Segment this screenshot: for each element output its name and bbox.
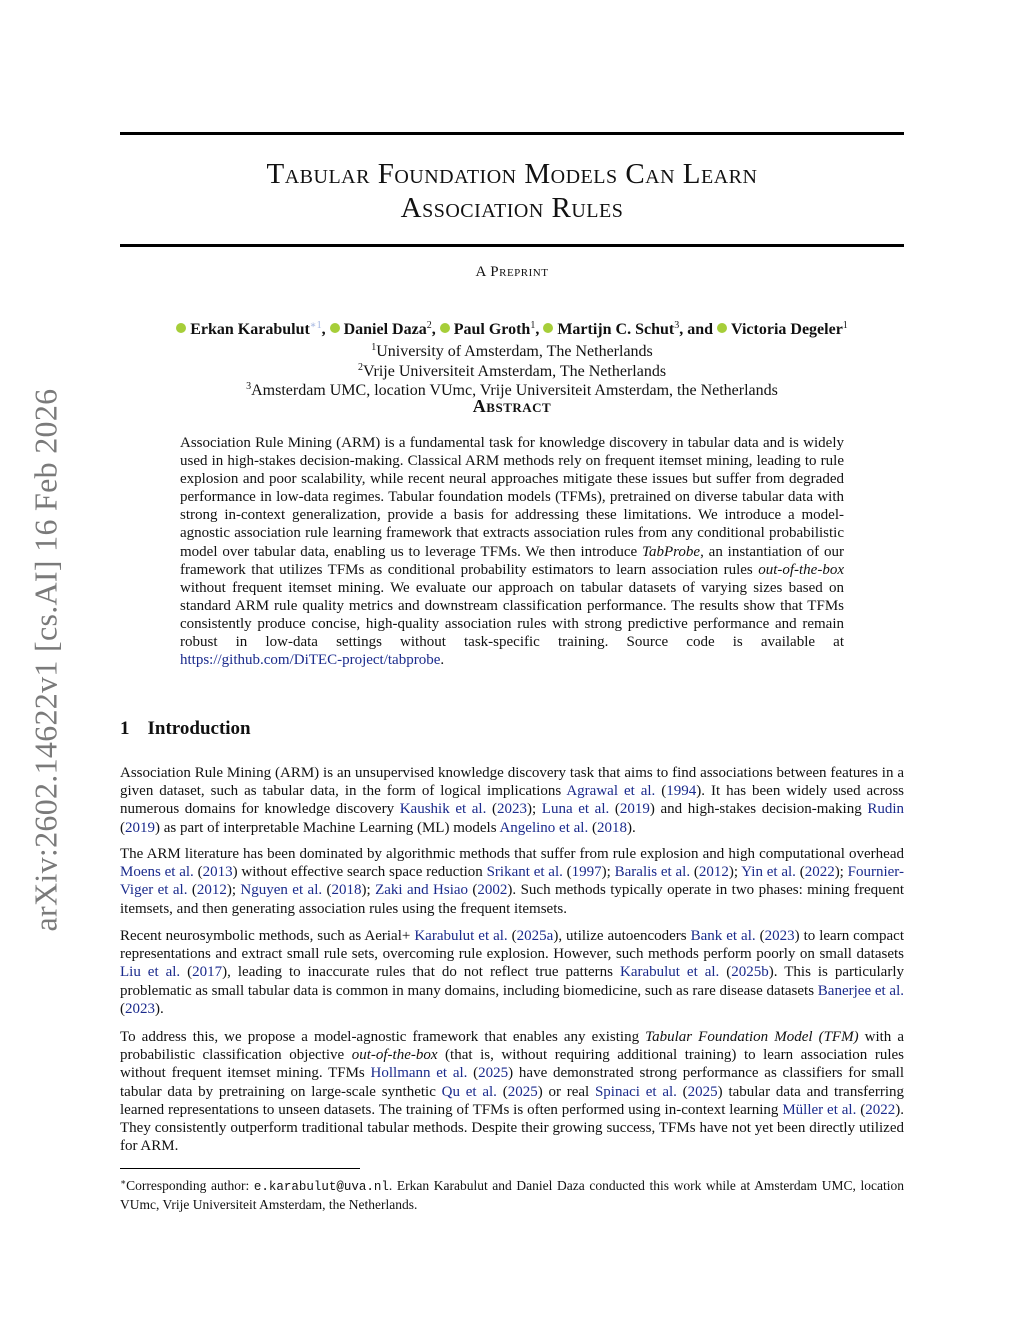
section-heading — [120, 718, 251, 740]
citation-year-link[interactable]: 2023 — [496, 801, 527, 818]
orcid-icon[interactable] — [440, 323, 450, 333]
author-affiliation-mark: 1 — [842, 320, 848, 331]
citation-year-link[interactable]: 2012 — [196, 882, 227, 899]
title-rule-top — [120, 132, 904, 135]
arxiv-identifier-stamp: arXiv:2602.14622v1 [cs.AI] 16 Feb 2026 — [27, 388, 64, 932]
intro-paragraph: To address this, we propose a model-agnostic framework that enables any existing Tabular Foundation Model (TFM) with a probabilistic classification objective out-of-the-box (that is, without requiring additional training) to learn association rules without frequent itemset mining. TFMs Hollmann et al. (2025) have demonstrated strong performance as classifiers for small tabular data by pretraining on large-scale synthetic Qu et al. (2025) or real Spinaci et al. (2025) tabular data and transferring learned representations to unseen datasets. The training of TFMs is often performed using in-context learning Müller et al. (2022). They consistently outperform traditional tabular methods. Despite their growing success, TFMs have not yet been directly utilized for ARM. — [120, 1029, 905, 1155]
intro-paragraph: Association Rule Mining (ARM) is an unsupervised knowledge discovery task that aims to find associations between features in a given dataset, such as tabular data, in the form of logical implications Agrawal et al. (1994). It has been widely used across numerous domains for knowledge discovery Kaushik et al. (2023); Luna et al. (2019) and high-stakes decision-making Rudin (2019) as part of interpretable Machine Learning (ML) models Angelino et al. (2018). — [120, 765, 905, 836]
citation-link[interactable]: Fournier-Viger et al. — [120, 864, 904, 899]
citation-link[interactable]: Liu et al. — [120, 964, 181, 981]
citation-link[interactable]: Qu et al. — [441, 1083, 497, 1100]
affiliation: $^3$Amsterdam UMC, location VUmc, Vrije Universiteit Amsterdam, the Netherlands — [246, 381, 778, 399]
citation-link[interactable]: Agrawal et al. — [566, 783, 656, 800]
orcid-icon[interactable] — [330, 323, 340, 333]
title-rule-bottom — [120, 244, 904, 247]
author-name: Paul Groth — [453, 321, 531, 338]
citation-year-link[interactable]: 2023 — [764, 928, 795, 944]
affiliation: $^1$University of Amsterdam, The Netherlands — [371, 342, 653, 360]
citation-link[interactable]: Bank et al. — [690, 928, 756, 944]
citation-link[interactable]: Banerjee et al. — [817, 982, 905, 999]
orcid-icon[interactable] — [543, 323, 553, 333]
citation-link[interactable]: Baralis et al. — [614, 864, 691, 881]
citation-link[interactable]: Karabulut et al. — [414, 928, 508, 944]
author-name: Daniel Daza — [343, 321, 427, 338]
citation-year-link[interactable]: 2012 — [698, 864, 729, 881]
author: Martijn C. Schut$^3$, and — [543, 321, 717, 338]
author-affiliation-mark: 2 — [426, 320, 432, 331]
citation-link[interactable]: Hollmann et al. — [370, 1065, 468, 1082]
citation-year-link[interactable]: 1994 — [666, 783, 697, 800]
author-name: Martijn C. Schut — [557, 321, 675, 338]
citation-year-link[interactable]: 2019 — [619, 801, 650, 818]
paper-title-line-2: Association Rules — [400, 192, 624, 224]
paper-title-line-1: Tabular Foundation Models Can Learn — [266, 158, 758, 190]
author-name: Victoria Degeler — [731, 321, 843, 338]
citation-link[interactable]: Rudin — [867, 801, 904, 818]
citation-link[interactable]: Karabulut et al. — [619, 964, 720, 981]
citation-year-link[interactable]: 2022 — [804, 864, 835, 881]
author-affiliation-mark[interactable]: ∗1 — [309, 320, 322, 331]
citation-year-link[interactable]: 2025b — [731, 964, 769, 981]
citation-year-link[interactable]: 2025 — [507, 1083, 538, 1100]
section-title: Introduction — [147, 718, 251, 739]
orcid-icon[interactable] — [176, 323, 186, 333]
citation-year-link[interactable]: 2002 — [477, 882, 508, 899]
abstract-heading: Abstract — [472, 396, 552, 416]
author-affiliation-mark: 1 — [530, 320, 536, 331]
citation-link[interactable]: Luna et al. — [541, 801, 610, 818]
citation-year-link[interactable]: 2023 — [125, 1000, 155, 1017]
citation-link[interactable]: Kaushik et al. — [399, 801, 487, 818]
author: Erkan Karabulut$^{∗1}$, — [176, 321, 329, 338]
affiliation: $^2$Vrije Universiteit Amsterdam, The Netherlands — [357, 361, 667, 380]
citation-year-link[interactable]: 2022 — [865, 1101, 896, 1118]
abstract-body: Association Rule Mining (ARM) is a fundamental task for knowledge discovery in tabular data and is widely used in high-stakes decision-making. Classical ARM methods rely on frequent itemset mining, leading to rule explosion and poor scalability, while recent neural approaches mitigate these issues but suffer from degraded performance in low-data regimes. Tabular foundation models (TFMs), pretrained on diverse tabular data with strong in-context generalization, provide a basis for addressing these limitations. We introduce a model-agnostic association rule learning framework that extracts association rules from any conditional probabilistic model over tabular data, enabling us to leverage TFMs. We then introduce TabProbe, an instantiation of our framework that utilizes TFMs as conditional probability estimators to learn association rules out-of-the-box without frequent itemset mining. We evaluate our approach on tabular datasets of varying sizes based on standard ARM rule quality metrics and downstream classification performance. The results show that TFMs consistently produce concise, high-quality association rules with strong predictive performance and remain robust in low-data settings without task-specific training. Source code is available at https://github.com/DiTEC-project/tabprobe. — [180, 435, 844, 669]
citation-link[interactable]: Yin et al. — [741, 864, 796, 881]
citation-year-link[interactable]: 2025 — [687, 1083, 718, 1100]
citation-year-link[interactable]: 2018 — [596, 819, 627, 836]
method-name: TabProbe — [642, 543, 701, 560]
citation-year-link[interactable]: 1997 — [571, 864, 602, 881]
footnote: ∗Corresponding author: e.karabulut@uva.nl. Erkan Karabulut and Daniel Daza conducted this work while at Amsterdam UMC, location VUmc, Vrije Universiteit Amsterdam, the Netherlands. — [120, 1177, 904, 1212]
citation-link[interactable]: Spinaci et al. — [594, 1083, 677, 1100]
citation-link[interactable]: Zaki and Hsiao — [375, 882, 469, 899]
citation-year-link[interactable]: 2017 — [192, 964, 223, 981]
footnote-mark: ∗ — [120, 1177, 127, 1187]
author-name: Erkan Karabulut — [190, 321, 310, 338]
source-code-link[interactable]: https://github.com/DiTEC-project/tabprobe — [180, 652, 441, 669]
author-list — [120, 316, 904, 340]
section-number: 1 — [120, 718, 130, 739]
citation-link[interactable]: Angelino et al. — [499, 819, 589, 836]
orcid-icon[interactable] — [717, 323, 727, 333]
citation-year-link[interactable]: 2025a — [516, 928, 554, 944]
citation-link[interactable]: Müller et al. — [782, 1101, 857, 1118]
citation-link[interactable]: Nguyen et al. — [240, 882, 323, 899]
citation-year-link[interactable]: 2018 — [331, 882, 362, 899]
intro-paragraph: The ARM literature has been dominated by algorithmic methods that suffer from rule explosion and high computational overhead Moens et al. (2013) without effective search space reduction Srikant et al. (1997); Baralis et al. (2012); Yin et al. (2022); Fournier-Viger et al. (2012); Nguyen et al. (2018); Zaki and Hsiao (2002). Such methods typically operate in two phases: mining frequent itemsets, and then generating association rules using the frequent itemsets. — [120, 846, 905, 917]
citation-year-link[interactable]: 2013 — [202, 864, 233, 881]
citation-link[interactable]: Srikant et al. — [486, 864, 563, 881]
intro-paragraph: Recent neurosymbolic methods, such as Aerial+ Karabulut et al. (2025a), utilize autoencoders Bank et al. (2023) to learn compact representations and extract small rule sets, overcoming rule explosion. However, such methods perform poorly on small datasets Liu et al. (2017), leading to inaccurate rules that do not reflect true patterns Karabulut et al. (2025b). This is particularly problematic as small tabular data is common in many domains, including biomedicine, such as rare disease datasets Banerjee et al. (2023). — [120, 928, 905, 1017]
citation-link[interactable]: Moens et al. — [120, 864, 194, 881]
footnote-rule — [120, 1168, 360, 1169]
author-affiliation-mark: 3 — [674, 320, 680, 331]
author — [717, 321, 848, 338]
preprint-label: A Preprint — [475, 264, 549, 280]
author: Daniel Daza$^2$, — [330, 321, 440, 338]
corresponding-email[interactable]: e.karabulut@uva.nl — [253, 1180, 389, 1194]
author: Paul Groth$^1$, — [440, 321, 544, 338]
citation-year-link[interactable]: 2025 — [478, 1065, 509, 1082]
citation-year-link[interactable]: 2019 — [125, 819, 155, 836]
